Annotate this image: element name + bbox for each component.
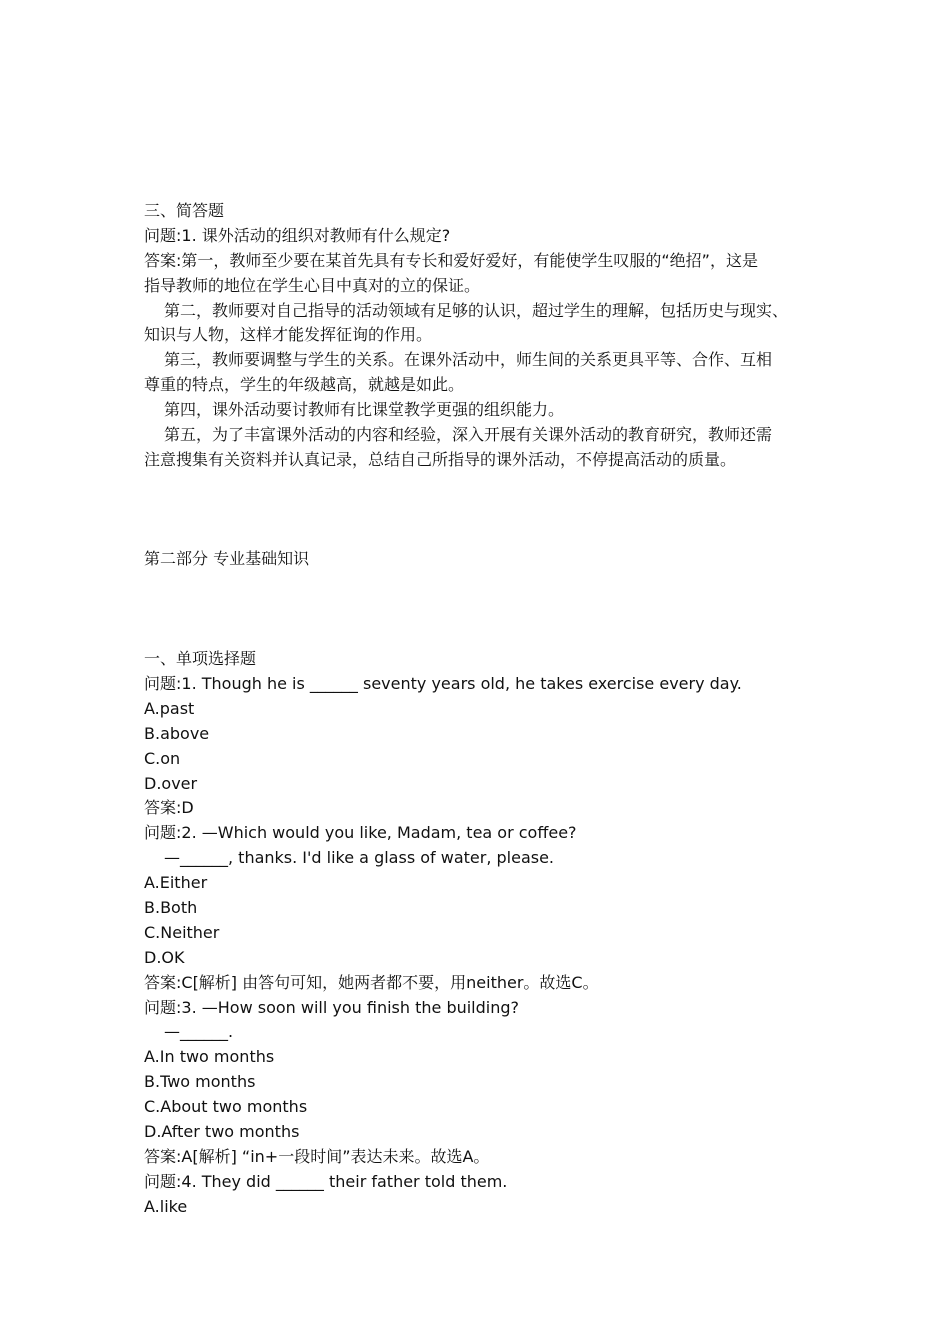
question-text: 问题:1. 课外活动的组织对教师有什么规定? <box>144 225 451 245</box>
question-text: 问题:4. They did ______ their father told them. <box>144 1171 508 1191</box>
answer-text: 答案:C[解析] 由答句可知，她两者都不要，用neither。故选C。 <box>144 972 599 992</box>
answer-text: 指导教师的地位在学生心目中真对的立的保证。 <box>144 275 481 295</box>
option-item: D.OK <box>144 947 185 967</box>
option-item: A.Either <box>144 873 208 893</box>
option-item: D.over <box>144 773 198 793</box>
option-item: B.above <box>144 723 210 743</box>
part-title: 第二部分 专业基础知识 <box>144 549 310 569</box>
question-text: 问题:1. Though he is ______ seventy years old, he takes exercise every day. <box>144 673 742 693</box>
question-text: 问题:2. —Which would you like, Madam, tea or coffee? <box>144 823 577 843</box>
option-item: D.After two months <box>144 1121 300 1141</box>
answer-text: 答案:A[解析] “in+一段时间”表达未来。故选A。 <box>144 1146 490 1166</box>
answer-text: 第五，为了丰富课外活动的内容和经验，深入开展有关课外活动的教育研究，教师还需 <box>164 425 773 445</box>
option-item: A.like <box>144 1196 188 1216</box>
option-item: B.Two months <box>144 1072 256 1092</box>
question-text: —______. <box>164 1022 234 1042</box>
section-heading-short-answer: 三、简答题 <box>144 201 225 220</box>
document-page <box>144 199 824 1220</box>
answer-text: 注意搜集有关资料并认真记录，总结自己所指导的课外活动，不停提高活动的质量。 <box>144 449 737 469</box>
answer-text: 第三，教师要调整与学生的关系。在课外活动中，师生间的关系更具平等、合作、互相 <box>164 350 773 370</box>
answer-text: 知识与人物，这样才能发挥征询的作用。 <box>144 325 433 345</box>
spacer <box>144 572 824 647</box>
option-item: B.Both <box>144 897 198 917</box>
question-text: —______, thanks. I'd like a glass of water, please. <box>164 848 555 868</box>
option-item: A.past <box>144 698 195 718</box>
option-item: C.Neither <box>144 922 220 942</box>
question-text: 问题:3. —How soon will you finish the building? <box>144 997 520 1017</box>
option-item: A.In two months <box>144 1047 275 1067</box>
section-heading-multiple-choice: 一、单项选择题 <box>144 649 257 669</box>
answer-text: 第二，教师要对自己指导的活动领域有足够的认识，超过学生的理解，包括历史与现实、 <box>164 300 789 320</box>
answer-text: 答案:第一，教师至少要在某首先具有专长和爱好爱好，有能使学生叹服的“绝招”，这是 <box>144 250 758 270</box>
answer-text: 尊重的特点，学生的年级越高，就越是如此。 <box>144 375 465 395</box>
option-item: C.on <box>144 748 181 768</box>
option-item: C.About two months <box>144 1097 308 1117</box>
spacer <box>144 473 824 548</box>
answer-text: 第四，课外活动要讨教师有比课堂教学更强的组织能力。 <box>164 400 565 420</box>
answer-text: 答案:D <box>144 798 194 818</box>
